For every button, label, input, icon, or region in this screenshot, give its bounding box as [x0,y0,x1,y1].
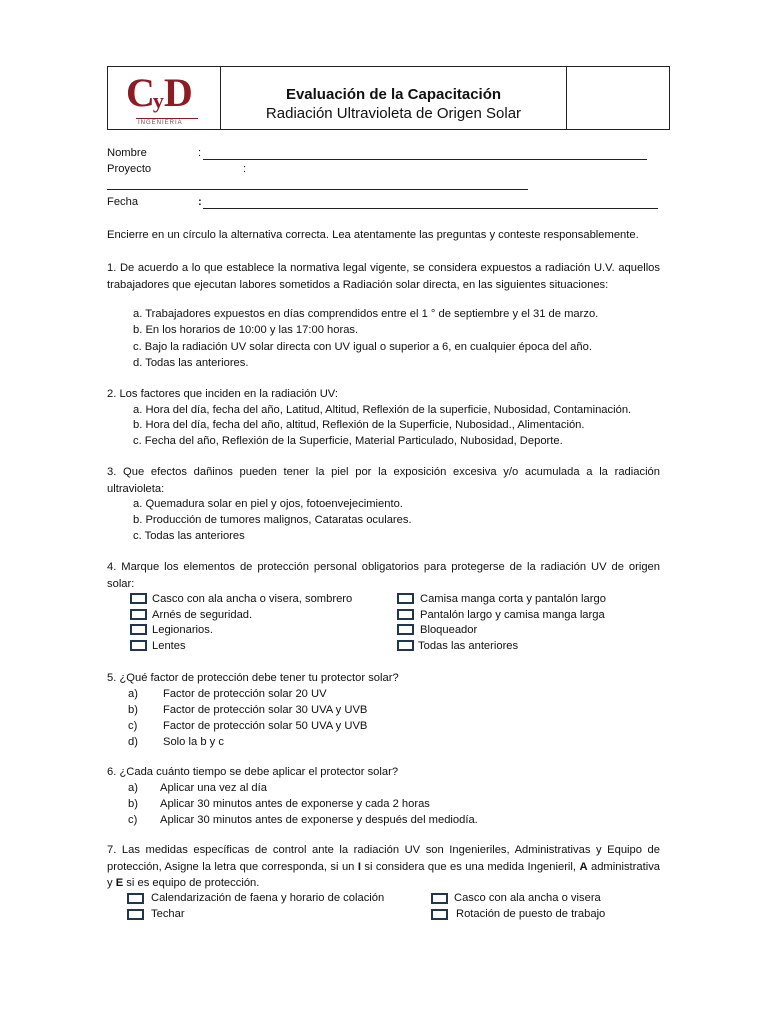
q1-option-d[interactable]: d. Todas las anteriores. [133,357,249,369]
answer-box-rotacion[interactable] [431,909,448,920]
q3-option-b[interactable]: b. Producción de tumores malignos, Cataratas oculares. [133,514,412,526]
question-6-text: 6. ¿Cada cuánto tiempo se debe aplicar el protector solar? [107,766,399,778]
question-7-text-a: 7. Las medidas específicas de control ante la radiación UV son Ingenieriles, Administrativas y Equipo de protección, Asigne la letra que corresponda, si un [107,844,660,873]
q7-left-item-2: Techar [151,908,185,920]
checkbox-lentes[interactable] [130,640,147,651]
proyecto-field[interactable] [107,189,528,190]
answer-box-techar[interactable] [127,909,144,920]
fecha-field[interactable] [203,208,658,209]
q5-letter-c: c) [128,720,138,732]
instructions: Encierre en un círculo la alternativa correcta. Lea atentamente las preguntas y conteste responsablemente. [107,229,639,241]
q4-right-item-2: Pantalón largo y camisa manga larga [420,609,605,621]
nombre-field[interactable] [203,159,647,160]
q3-option-a[interactable]: a. Quemadura solar en piel y ojos, fotoenvejecimiento. [133,498,403,510]
q1-option-b[interactable]: b. En los horarios de 10:00 y las 17:00 horas. [133,324,359,336]
q4-left-item-4: Lentes [152,640,186,652]
proyecto-colon: : [243,163,247,175]
q4-left-item-3: Legionarios. [152,624,213,636]
question-7-text-d: si es equipo de protección. [123,877,260,889]
nombre-label: Nombre [107,147,147,159]
header-titles [221,67,567,129]
q4-right-item-3: Bloqueador [420,624,478,636]
q5-letter-a: a) [128,688,138,700]
logo-divider [136,118,198,119]
form-header [107,66,670,130]
question-5-text: 5. ¿Qué factor de protección debe tener tu protector solar? [107,672,399,684]
question-3-text: 3. Que efectos dañinos pueden tener la piel por la exposición excesiva y/o acumulada a la radiación ultravioleta: [107,466,660,495]
q2-option-a[interactable]: a. Hora del día, fecha del año, Latitud, Altitud, Reflexión de la superficie, Nubosidad, Contaminación. [133,404,632,416]
q5-option-d[interactable]: Solo la b y c [163,736,224,748]
q1-option-a[interactable]: a. Trabajadores expuestos en días comprendidos entre el 1 ° de septiembre y el 31 de marzo. [133,308,599,320]
q6-option-b[interactable]: Aplicar 30 minutos antes de exponerse y cada 2 horas [160,798,430,810]
question-3 [107,464,660,497]
fecha-label: Fecha [107,196,139,208]
q1-option-c[interactable]: c. Bajo la radiación UV solar directa con UV igual o superior a 6, en cualquier época del año. [133,341,592,353]
question-1 [107,260,660,293]
checkbox-legionarios[interactable] [130,624,147,635]
question-4 [107,559,660,592]
q5-option-a[interactable]: Factor de protección solar 20 UV [163,688,327,700]
question-4-text: 4. Marque los elementos de protección personal obligatorios para protegerse de la radiación UV de origen solar: [107,561,660,590]
q4-left-item-2: Arnés de seguridad. [152,609,253,621]
q5-option-c[interactable]: Factor de protección solar 50 UVA y UVB [163,720,368,732]
question-7 [107,842,660,892]
question-7-text-b: si considera que es una medida Ingenieril, [360,860,580,873]
answer-box-calendarizacion[interactable] [127,893,144,904]
q6-option-a[interactable]: Aplicar una vez al día [160,782,267,794]
page-title: Evaluación de la Capacitación [285,86,502,103]
nombre-colon: : [198,147,202,159]
page-subtitle: Radiación Ultravioleta de Origen Solar [265,105,522,122]
q5-letter-d: d) [128,736,138,748]
question-7-text-c: administrativa y [107,860,661,889]
checkbox-casco-sombrero[interactable] [130,593,147,604]
q6-letter-c: c) [128,814,138,826]
header-blank-cell [567,67,669,129]
logo-subtitle: INGENIERIA [138,120,183,126]
checkbox-camisa-corta[interactable] [397,593,414,604]
q2-option-b[interactable]: b. Hora del día, fecha del año, altitud, Reflexión de la Superficie, Nubosidad., Alimentación. [133,419,585,431]
q7-right-item-1: Casco con ala ancha o visera [454,892,601,904]
q6-letter-a: a) [128,782,138,794]
fecha-colon: : [198,196,202,208]
letter-e: E [115,877,124,889]
q6-option-c[interactable]: Aplicar 30 minutos antes de exponerse y después del mediodía. [160,814,478,826]
q2-option-c[interactable]: c. Fecha del año, Reflexión de la Superficie, Material Particulado, Nubosidad, Deporte. [133,435,563,447]
checkbox-bloqueador[interactable] [397,624,414,635]
q7-left-item-1: Calendarización de faena y horario de colación [151,892,385,904]
question-2-text: 2. Los factores que inciden en la radiación UV: [107,388,338,400]
q4-left-item-1: Casco con ala ancha o visera, sombrero [152,593,353,605]
q5-letter-b: b) [128,704,138,716]
letter-a: A [579,860,588,873]
checkbox-todas[interactable] [397,640,414,651]
q7-right-item-2: Rotación de puesto de trabajo [456,908,606,920]
q4-right-item-4: Todas las anteriores [418,640,519,652]
company-logo [108,67,221,129]
proyecto-label: Proyecto [107,163,152,175]
answer-box-casco[interactable] [431,893,448,904]
q4-right-item-1: Camisa manga corta y pantalón largo [420,593,606,605]
q5-option-b[interactable]: Factor de protección solar 30 UVA y UVB [163,704,368,716]
q6-letter-b: b) [128,798,138,810]
question-1-text: 1. De acuerdo a lo que establece la normativa legal vigente, se considera expuestos a radiación U.V. aquellos trabajadores que ejecutan labores sometidos a Radiación solar directa, en las siguientes situaciones: [107,262,660,291]
checkbox-pantalon-largo[interactable] [397,609,414,620]
checkbox-arnes[interactable] [130,609,147,620]
q3-option-c[interactable]: c. Todas las anteriores [133,530,245,542]
letter-i: I [357,860,361,873]
logo-text: CyD [126,70,191,115]
